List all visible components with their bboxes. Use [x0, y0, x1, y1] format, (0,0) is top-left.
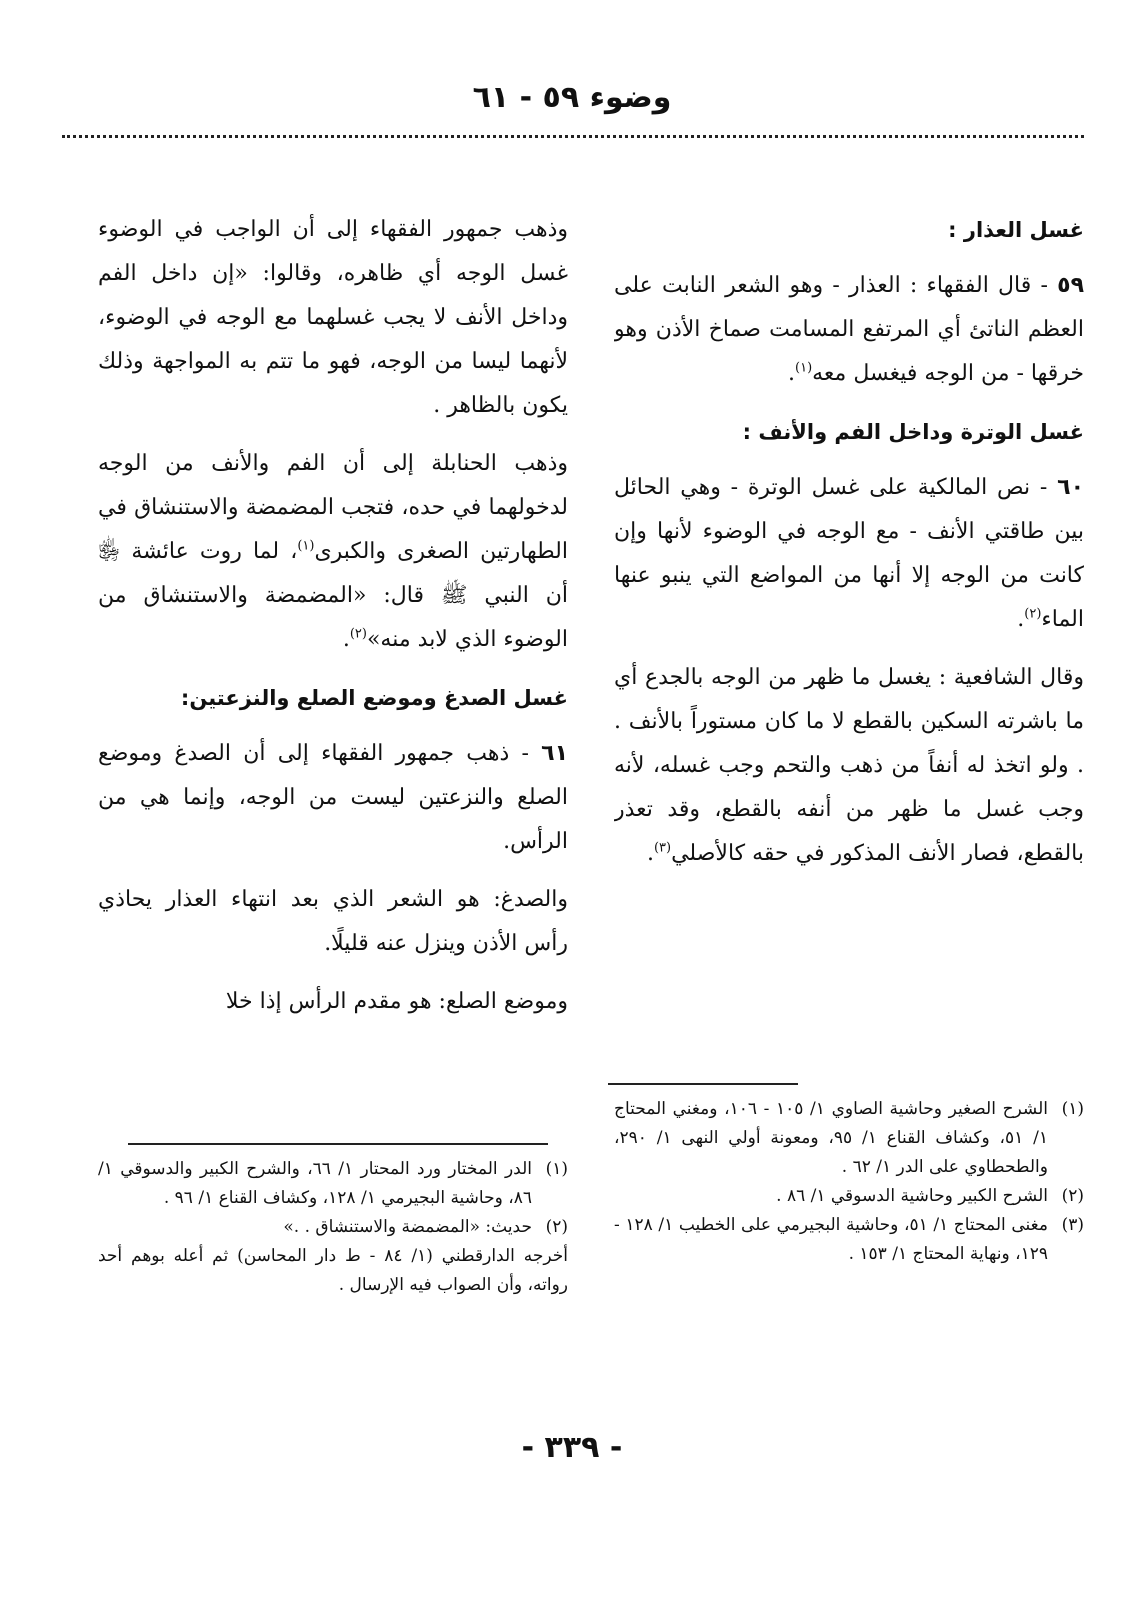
left-column: [98, 208, 568, 1300]
paragraph-end: .: [788, 361, 795, 386]
footnote: [614, 1182, 1084, 1211]
paragraph-shafiiya: [614, 656, 1084, 876]
paragraph-text: وقال الشافعية : يغسل ما ظهر من الوجه بالجدع أي ما باشرته السكين بالقطع لا ما كان مستوراً بالأنف . . ولو اتخذ له أنفاً من ذهب والتحم وجب غسله، لأنه وجب غسل ما ظهر من أنفه بالقطع، وقد تعذر بالقطع، فصار الأنف المذكور في حقه كالأصلي: [614, 665, 1084, 866]
footnote-mark: (٣): [1061, 1215, 1084, 1235]
header-dotted-rule: [62, 135, 1084, 138]
section-heading-sudgh: غسل الصدغ وموضع الصلع والنزعتين:: [180, 686, 568, 710]
footnote: [614, 1095, 1084, 1182]
paragraph-60: [614, 466, 1084, 642]
paragraph-number: ٦٠: [1057, 475, 1084, 500]
footnote-text: الشرح الصغير وحاشية الصاوي ١/ ١٠٥ - ١٠٦، ومغني المحتاج ١/ ٥١، وكشاف القناع ١/ ٩٥، ومعونة أولي النهى ١/ ٢٩٠، والطحطاوي على الدر ١/ ٦٢ .: [614, 1099, 1048, 1177]
paragraph-text: - نص المالكية على غسل الوترة - وهي الحائل بين طاقتي الأنف - مع الوجه في الوضوء لأنها وإن كانت من الوجه إلا أنها من المواضع التي ينبو عنها الماء: [614, 475, 1084, 632]
footnote-ref: (١): [795, 360, 813, 376]
paragraph-number: ٥٩: [1057, 273, 1084, 298]
paragraph-text: - ذهب جمهور الفقهاء إلى أن الصدغ وموضع الصلع والنزعتين ليست من الوجه، وإنما هي من الرأس.: [98, 741, 568, 854]
page-header-title: وضوء ٥٩ - ٦١: [472, 80, 672, 115]
footnote-mark: (١): [1061, 1099, 1084, 1119]
section-heading-idhar: غسل العذار :: [948, 218, 1084, 242]
footnote-text: حديث: «المضمضة والاستنشاق . .»: [283, 1217, 532, 1237]
paragraph-61: [98, 732, 568, 864]
footnote-ref: (١): [297, 538, 315, 554]
paragraph-end: .: [342, 627, 350, 652]
paragraph-end: .: [646, 841, 654, 866]
paragraph-jumhur: وذهب جمهور الفقهاء إلى أن الواجب في الوضوء غسل الوجه أي ظاهره، وقالوا: «إن داخل الفم وداخل الأنف لا يجب غسلهما مع الوجه في الوضوء، لأنهما ليسا من الوجه، فهو ما تتم به المواجهة وذلك يكون بالظاهر .: [98, 217, 568, 418]
paragraph-sala-def: وموضع الصلع: هو مقدم الرأس إذا خلا: [225, 989, 568, 1014]
page-number: - ٣٣٩ -: [521, 1430, 623, 1465]
right-column-body: [614, 208, 1084, 1083]
paragraph-59: [614, 264, 1084, 396]
footnote-text: مغنى المحتاج ١/ ٥١، وحاشية البجيرمي على الخطيب ١/ ١٢٨ - ١٢٩، ونهاية المحتاج ١/ ١٥٣ .: [614, 1215, 1048, 1264]
paragraph-sudgh-def: والصدغ: هو الشعر الذي بعد انتهاء العذار يحاذي رأس الأذن وينزل عنه قليلًا.: [98, 887, 568, 956]
footnote: [614, 1211, 1084, 1269]
paragraph-hanabila: [98, 442, 568, 662]
footnote-rule: [128, 1143, 548, 1145]
footnote: [98, 1155, 568, 1213]
paragraph-text: ، لما روت عائشة ﵂ أن النبي ﷺ قال: «المضمضة والاستنشاق من الوضوء الذي لابد منه»: [98, 539, 568, 652]
footnote-mark: (١): [545, 1159, 568, 1179]
footnote-mark: (٢): [1061, 1186, 1084, 1206]
footnote-rule: [608, 1083, 798, 1085]
right-column: [614, 208, 1084, 1269]
footnote-ref: (٢): [1024, 606, 1042, 622]
paragraph-text: وذهب الحنابلة إلى أن الفم والأنف من الوجه لدخولهما في حده، فتجب المضمضة والاستنشاق في الطهارتين الصغرى والكبرى: [98, 451, 568, 564]
paragraph-end: .: [1017, 607, 1025, 632]
footnote-ref: (٣): [653, 840, 672, 856]
footnote: [98, 1213, 568, 1242]
footnote-text: الدر المختار ورد المحتار ١/ ٦٦، والشرح الكبير والدسوقي ١/ ٨٦، وحاشية البجيرمي ١/ ١٢٨، وكشاف القناع ١/ ٩٦ .: [98, 1159, 532, 1208]
paragraph-number: ٦١: [541, 741, 568, 766]
footnote-ref: (٢): [349, 626, 367, 642]
footnote-continuation: أخرجه الدارقطني (١/ ٨٤ - ط دار المحاسن) ثم أعله بوهم أحد رواته، وأن الصواب فيه الإرسال .: [98, 1246, 568, 1295]
footnote-mark: (٢): [545, 1217, 568, 1237]
left-column-body: [98, 208, 568, 1143]
footnote-text: الشرح الكبير وحاشية الدسوقي ١/ ٨٦ .: [776, 1186, 1048, 1206]
paragraph-text: - قال الفقهاء : العذار - وهو الشعر النابت على العظم الناتئ أي المرتفع المسامت صماخ الأذن وهو خرقها - من الوجه فيغسل معه: [614, 273, 1084, 386]
section-heading-watra: غسل الوترة وداخل الفم والأنف :: [742, 420, 1084, 444]
